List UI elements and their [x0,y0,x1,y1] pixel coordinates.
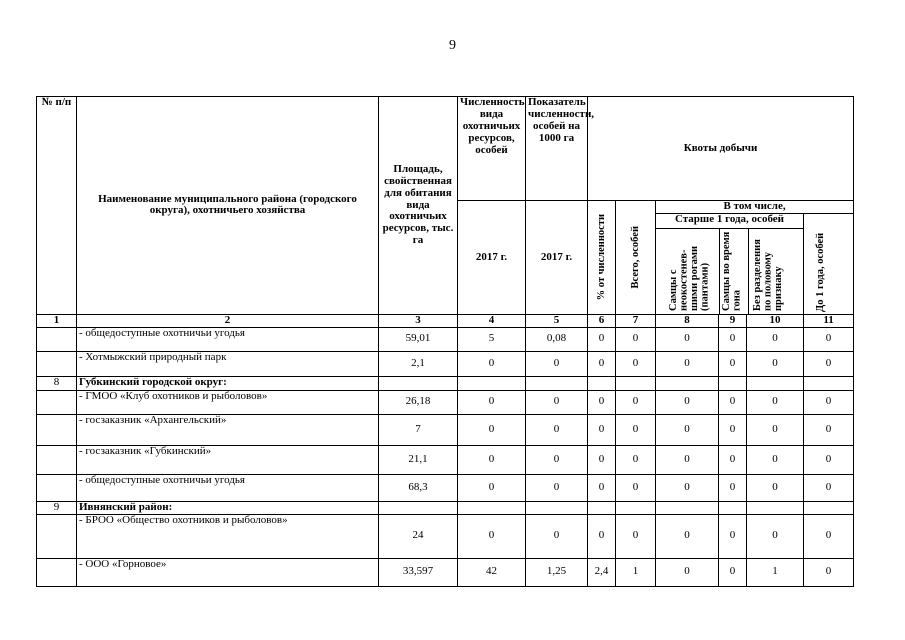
entity-name: - госзаказник «Архангельский» [77,414,379,445]
empty-cell [656,501,719,514]
header-name: Наименование муниципального района (городского округа), охотничьего хозяйства [77,97,379,315]
population-value: 42 [458,558,526,586]
header-quotas: Квоты добычи [588,97,854,201]
under-1-value: 0 [804,351,854,376]
table-row [37,351,854,376]
total-value: 0 [616,445,656,474]
no-sex-value: 0 [747,390,804,414]
row-number [37,445,77,474]
males-rut-value: 0 [719,445,747,474]
population-value: 0 [458,474,526,501]
total-value: 0 [616,414,656,445]
total-value: 1 [616,558,656,586]
table-row [37,474,854,501]
total-value: 0 [616,351,656,376]
under-1-value: 0 [804,390,854,414]
table-row [37,514,854,558]
percent-value: 0 [588,351,616,376]
column-number: 10 [747,314,804,327]
header-males-rut: Самцы во время гона [721,231,743,311]
percent-value: 0 [588,514,616,558]
column-number: 1 [37,314,77,327]
under-1-value: 0 [804,327,854,351]
empty-cell [804,501,854,514]
males-horns-value: 0 [656,414,719,445]
district-name: Губкинский городской округ: [77,376,379,390]
males-horns-value: 0 [656,351,719,376]
header-year-density: 2017 г. [526,201,588,315]
entity-name: - ГМОО «Клуб охотников и рыболовов» [77,390,379,414]
population-value: 0 [458,514,526,558]
row-number: 8 [37,376,77,390]
males-rut-value: 0 [719,514,747,558]
column-number: 9 [719,314,747,327]
header-including: В том числе, [656,201,854,214]
header-percent-cell [588,201,616,315]
column-number: 3 [379,314,458,327]
density-value: 0 [526,474,588,501]
header-no-sex-cell [749,229,803,314]
males-horns-value: 0 [656,327,719,351]
table-row [37,558,854,586]
no-sex-value: 1 [747,558,804,586]
empty-cell [719,501,747,514]
percent-value: 0 [588,474,616,501]
males-rut-value: 0 [719,327,747,351]
empty-cell [458,501,526,514]
males-horns-value: 0 [656,514,719,558]
population-value: 0 [458,351,526,376]
no-sex-value: 0 [747,474,804,501]
district-name: Ивнянский район: [77,501,379,514]
district-row [37,376,854,390]
density-value: 0,08 [526,327,588,351]
no-sex-value: 0 [747,445,804,474]
no-sex-value: 0 [747,414,804,445]
column-number: 5 [526,314,588,327]
under-1-value: 0 [804,414,854,445]
no-sex-value: 0 [747,327,804,351]
area-value: 24 [379,514,458,558]
header-population: Численность вида охотничьих ресурсов, особей [458,97,526,201]
males-rut-value: 0 [719,351,747,376]
empty-cell [458,376,526,390]
column-number: 11 [804,314,854,327]
total-value: 0 [616,327,656,351]
column-number: 4 [458,314,526,327]
header-total-cell [616,201,656,315]
males-rut-value: 0 [719,558,747,586]
population-value: 0 [458,414,526,445]
empty-cell [804,376,854,390]
males-rut-value: 0 [719,390,747,414]
density-value: 1,25 [526,558,588,586]
entity-name: - Хотмыжский природный парк [77,351,379,376]
header-no-sex: Без разделения по половому признаку [752,239,784,311]
no-sex-value: 0 [747,514,804,558]
percent-value: 0 [588,414,616,445]
under-1-value: 0 [804,474,854,501]
table-row [37,327,854,351]
percent-value: 0 [588,445,616,474]
area-value: 59,01 [379,327,458,351]
header-year-population: 2017 г. [458,201,526,315]
header-density: Показатель численности, особей на 1000 га [526,97,588,201]
row-number [37,514,77,558]
area-value: 26,18 [379,390,458,414]
header-num: № п/п [37,97,77,315]
row-number [37,414,77,445]
row-number [37,390,77,414]
empty-cell [747,376,804,390]
empty-cell [656,376,719,390]
area-value: 7 [379,414,458,445]
header-males-horns-cell [656,229,720,314]
entity-name: - ООО «Горновое» [77,558,379,586]
empty-cell [526,376,588,390]
empty-cell [747,501,804,514]
column-number: 7 [616,314,656,327]
entity-name: - общедоступные охотничьи угодья [77,474,379,501]
total-value: 0 [616,514,656,558]
density-value: 0 [526,445,588,474]
entity-name: - общедоступные охотничьи угодья [77,327,379,351]
table-row [37,390,854,414]
males-rut-value: 0 [719,414,747,445]
percent-value: 0 [588,327,616,351]
entity-name: - госзаказник «Губкинский» [77,445,379,474]
header-area: Площадь, свойственная для обитания вида охотничьих ресурсов, тыс. га [379,97,458,315]
quota-table [36,96,854,587]
header-under-1: До 1 года, особей [814,232,826,312]
males-horns-value: 0 [656,474,719,501]
density-value: 0 [526,390,588,414]
district-row [37,501,854,514]
header-under-1-cell [804,213,854,314]
header-percent: % от численности [595,214,607,301]
density-value: 0 [526,414,588,445]
header-older: Старше 1 года, особей [656,214,803,229]
males-horns-value: 0 [656,445,719,474]
population-value: 0 [458,445,526,474]
under-1-value: 0 [804,514,854,558]
empty-cell [588,376,616,390]
area-value: 21,1 [379,445,458,474]
header-males-rut-cell [720,229,749,314]
percent-value: 2,4 [588,558,616,586]
total-value: 0 [616,474,656,501]
no-sex-value: 0 [747,351,804,376]
males-horns-value: 0 [656,558,719,586]
males-rut-value: 0 [719,474,747,501]
area-value: 68,3 [379,474,458,501]
row-number [37,327,77,351]
percent-value: 0 [588,390,616,414]
row-number [37,474,77,501]
empty-cell [588,501,616,514]
header-total: Всего, особей [629,226,641,289]
row-number: 9 [37,501,77,514]
area-value: 33,597 [379,558,458,586]
empty-cell [616,501,656,514]
page-number: 9 [449,38,456,53]
empty-cell [719,376,747,390]
header-males-horns: Самцы с неокостенев-шими рогами (пантами) [667,245,710,311]
total-value: 0 [616,390,656,414]
header-older-group [656,213,804,314]
under-1-value: 0 [804,445,854,474]
population-value: 5 [458,327,526,351]
empty-cell [379,376,458,390]
males-horns-value: 0 [656,390,719,414]
population-value: 0 [458,390,526,414]
area-value: 2,1 [379,351,458,376]
empty-cell [616,376,656,390]
entity-name: - БРОО «Общество охотников и рыболовов» [77,514,379,558]
row-number [37,351,77,376]
table-row [37,414,854,445]
column-numbers-row [37,314,854,327]
density-value: 0 [526,514,588,558]
column-number: 6 [588,314,616,327]
row-number [37,558,77,586]
under-1-value: 0 [804,558,854,586]
column-number: 8 [656,314,719,327]
empty-cell [379,501,458,514]
table-row [37,445,854,474]
column-number: 2 [77,314,379,327]
empty-cell [526,501,588,514]
density-value: 0 [526,351,588,376]
